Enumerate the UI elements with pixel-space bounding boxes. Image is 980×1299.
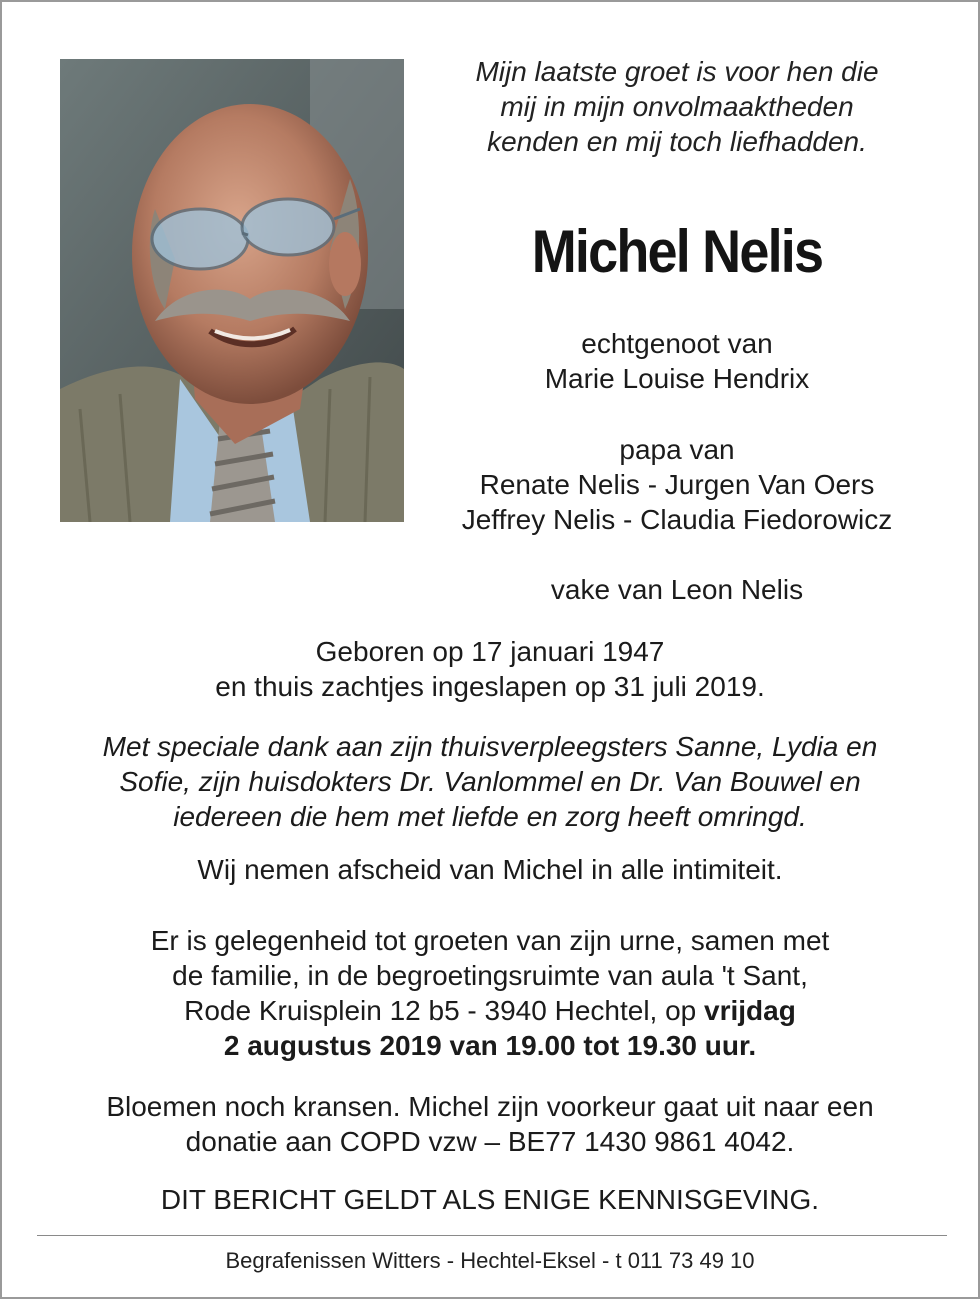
spouse-block xyxy=(417,326,937,396)
child-couple: Jeffrey Nelis - Claudia Fiedorowicz xyxy=(461,504,893,535)
quote-line: Mijn laatste groet is voor hen die xyxy=(475,56,879,87)
thanks-line: iedereen die hem met liefde en zorg heeft omringd. xyxy=(173,801,807,832)
flowers-line: Bloemen noch kransen. Michel zijn voorkeur gaat uit naar een xyxy=(106,1091,874,1122)
visitation-line: Er is gelegenheid tot groeten van zijn urne, samen met xyxy=(150,925,830,956)
birth-date: Geboren op 17 januari 1947 xyxy=(315,636,665,667)
thanks-line: Met speciale dank aan zijn thuisverpleegsters Sanne, Lydia en xyxy=(102,731,878,762)
visitation-line: de familie, in de begroetingsruimte van aula 't Sant, xyxy=(172,960,808,991)
portrait-photo xyxy=(60,59,404,522)
visitation-block xyxy=(22,923,958,1063)
death-date: en thuis zachtjes ingeslapen op 31 juli 2019. xyxy=(215,671,765,702)
quote-line: mij in mijn onvolmaaktheden xyxy=(500,91,854,122)
visitation-address: Rode Kruisplein 12 b5 - 3940 Hechtel, op xyxy=(184,995,705,1026)
quote-line: kenden en mij toch liefhadden. xyxy=(487,126,867,157)
spouse-name: Marie Louise Hendrix xyxy=(544,363,810,394)
deceased-name: Michel Nelis xyxy=(531,218,823,285)
notice-text: DIT BERICHT GELDT ALS ENIGE KENNISGEVING. xyxy=(160,1184,820,1215)
visitation-date-time: 2 augustus 2019 van 19.00 tot 19.30 uur. xyxy=(223,1030,757,1061)
donation-line: donatie aan COPD vzw – BE77 1430 9861 4042. xyxy=(185,1126,795,1157)
child-couple: Renate Nelis - Jurgen Van Oers xyxy=(479,469,875,500)
opening-quote xyxy=(417,54,937,159)
farewell-text: Wij nemen afscheid van Michel in alle intimiteit. xyxy=(197,854,783,885)
dates-block xyxy=(22,634,958,704)
grandchild-line: vake van Leon Nelis xyxy=(550,574,804,605)
children-label: papa van xyxy=(619,434,735,465)
thanks-block xyxy=(22,729,958,834)
footer-divider xyxy=(37,1235,947,1236)
spouse-label: echtgenoot van xyxy=(581,328,773,359)
flowers-block xyxy=(22,1089,958,1159)
children-block xyxy=(417,432,937,537)
funeral-home-footer: Begrafenissen Witters - Hechtel-Eksel - t 011 73 49 10 xyxy=(225,1248,755,1273)
visitation-line xyxy=(22,993,958,1028)
thanks-line: Sofie, zijn huisdokters Dr. Vanlommel en Dr. Van Bouwel en xyxy=(119,766,861,797)
visitation-day: vrijdag xyxy=(704,995,796,1026)
